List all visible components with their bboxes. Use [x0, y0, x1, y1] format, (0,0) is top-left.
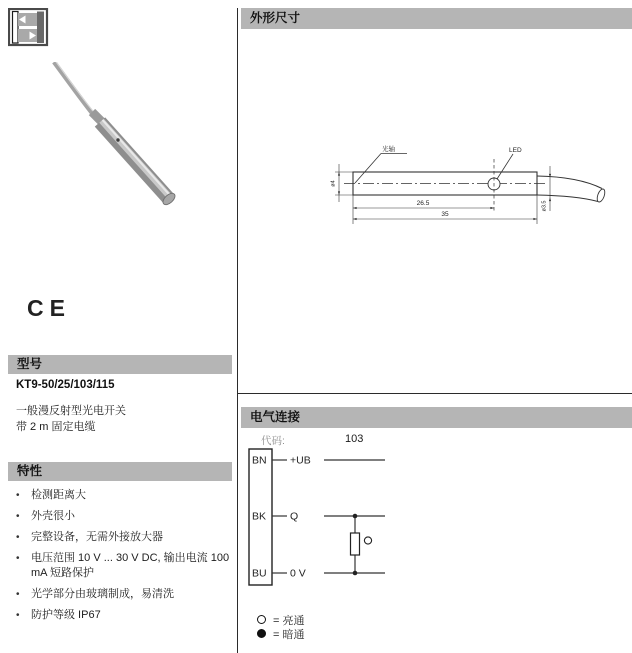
wire-label-bu: BU [252, 567, 267, 580]
section-separator [237, 393, 632, 394]
bullet-icon: • [16, 490, 20, 501]
product-description [16, 403, 126, 435]
feature-item [16, 608, 230, 623]
dark-on-symbol-icon [257, 629, 266, 638]
cable-top-edge [537, 176, 602, 189]
signal-label-ub: +UB [290, 454, 311, 467]
section-header-model: 型号 [8, 355, 232, 374]
signal-label-0v: 0 V [290, 567, 306, 580]
feature-item [16, 551, 230, 581]
cable-diameter-label: ø3.5 [541, 200, 548, 212]
signal-label-q: Q [290, 510, 299, 523]
legend-light-on [257, 613, 304, 626]
feature-text: 光学部分由玻璃制成，易清洗 [31, 588, 174, 600]
cable-end-face [596, 188, 607, 203]
pictogram-target-bar [13, 12, 19, 44]
feature-item [16, 587, 230, 602]
wiring-diagram [240, 445, 500, 605]
product-description-line: 带 2 m 固定电缆 [16, 421, 96, 433]
feature-text: 防护等级 IP67 [31, 609, 101, 621]
code-value: 103 [345, 433, 364, 445]
bullet-icon: • [16, 553, 20, 564]
load-resistor [351, 533, 360, 555]
feature-text: 电压范围 10 V ... 30 V DC, 输出电流 100 mA 短路保护 [31, 552, 230, 579]
section-header-connection: 电气连接 [241, 407, 632, 428]
body-diameter-label: ø4 [330, 180, 337, 187]
junction-dot [353, 514, 358, 519]
bullet-icon: • [16, 610, 20, 621]
column-divider [237, 8, 238, 653]
dimension-drawing [325, 140, 630, 235]
feature-text: 完整设备，无需外接放大器 [31, 531, 163, 543]
switching-legend [257, 613, 304, 641]
sensor-cable [54, 62, 96, 118]
legend-text: = 亮通 [273, 614, 305, 627]
led-window-dot [116, 138, 119, 141]
feature-text: 外壳很小 [31, 510, 75, 522]
feature-text: 检测距离大 [31, 489, 86, 501]
product-photo [52, 62, 187, 212]
bullet-icon: • [16, 532, 20, 543]
feature-item [16, 488, 230, 503]
legend-dark-on [257, 627, 304, 640]
diffuse-sensor-pictogram-icon [8, 8, 49, 47]
pictogram-sensor-body [37, 12, 44, 44]
legend-text: = 暗通 [273, 628, 305, 641]
feature-item [16, 509, 230, 524]
dim-35-label: 35 [441, 211, 449, 218]
model-number: KT9-50/25/103/115 [16, 379, 115, 391]
dim-26-5-label: 26.5 [416, 200, 430, 207]
ce-mark: CE [27, 295, 71, 321]
optical-axis-label: 光轴 [382, 146, 395, 153]
led-label: LED [509, 147, 522, 154]
light-on-symbol-icon [257, 615, 266, 624]
wire-label-bn: BN [252, 454, 267, 467]
section-header-dimensions: 外形尺寸 [241, 8, 632, 29]
output-circle-symbol [364, 537, 371, 544]
bullet-icon: • [16, 589, 20, 600]
junction-dot [353, 571, 358, 576]
bullet-icon: • [16, 511, 20, 522]
section-header-features: 特性 [8, 462, 232, 481]
wire-label-bk: BK [252, 510, 267, 523]
features-list [16, 488, 230, 629]
code-label: 代码: [261, 435, 285, 447]
product-description-line: 一般漫反射型光电开关 [16, 405, 126, 417]
feature-item [16, 530, 230, 545]
